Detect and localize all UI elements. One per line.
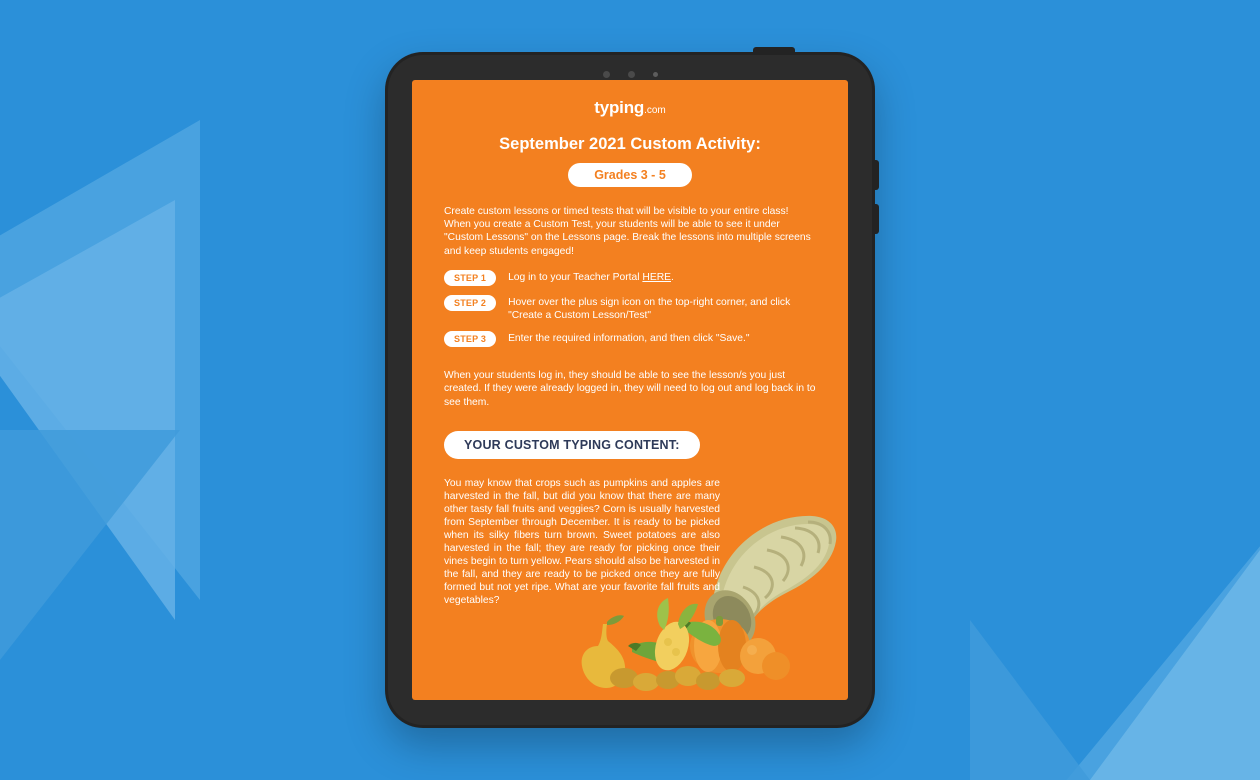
sensor-dot-icon <box>603 71 610 78</box>
intro-paragraph: Create custom lessons or timed tests that will be visible to your entire class! When you create a Custom Test, your students will be able to see it under "Custom Lessons" on the Lessons page. Break the lessons into multiple screens and keep students engaged! <box>444 206 811 257</box>
step-text-1 <box>508 270 674 284</box>
step-badge-1: STEP 1 <box>444 270 496 286</box>
power-button[interactable] <box>753 47 795 53</box>
light-sensor-dot-icon <box>653 72 658 77</box>
steps-list <box>444 270 816 347</box>
grade-badge: Grades 3 - 5 <box>568 163 692 187</box>
volume-down-button[interactable] <box>874 204 879 234</box>
volume-up-button[interactable] <box>874 160 879 190</box>
custom-banner-container <box>444 431 848 459</box>
after-steps-paragraph: When your students log in, they should be able to see the lesson/s you just created. If they were already logged in, they will need to log out and log back in to see them. <box>444 370 816 408</box>
step-text-2: Hover over the plus sign icon on the top-right corner, and click "Create a Custom Lesson/Test" <box>508 296 791 322</box>
custom-content-banner: YOUR CUSTOM TYPING CONTENT: <box>444 431 700 459</box>
background-shape-right-2 <box>1090 550 1260 780</box>
step-item-2 <box>444 295 816 322</box>
step-text-3: Enter the required information, and then click "Save." <box>508 333 750 345</box>
step-badge-2: STEP 2 <box>444 295 496 311</box>
step-text-1-after: . <box>671 271 674 283</box>
step-item-3 <box>444 331 816 347</box>
brand-logo <box>412 98 848 118</box>
tablet-screen <box>412 80 848 700</box>
brand-name: typing <box>594 98 645 117</box>
step-item-1 <box>444 270 816 286</box>
background-shape-left-3 <box>0 430 180 660</box>
grade-pill-container <box>412 163 848 187</box>
background-shape-right-3 <box>970 620 1090 780</box>
camera-dot-icon <box>628 71 635 78</box>
step-text-1-before: Log in to your Teacher Portal <box>508 271 643 283</box>
page-title: September 2021 Custom Activity: <box>499 135 761 153</box>
brand-suffix: .com <box>644 105 666 116</box>
teacher-portal-link[interactable]: HERE <box>642 271 671 283</box>
step-badge-3: STEP 3 <box>444 331 496 347</box>
typing-content-paragraph: You may know that crops such as pumpkins and apples are harvested in the fall, but did you know that there are many other tasty fall fruits and veggies? Corn is usually harvested from September through December. It is ready to be picked when its silky fibers turn brown. Sweet potatoes are also harvested in the fall; they are ready for picking once their vines begin to turn yellow. Pears should also be harvested in the fall, and they are ready to be picked once they are fully formed but not yet ripe. What are your favorite fall fruits and vegetables? <box>444 477 720 606</box>
tablet-device <box>385 52 875 728</box>
